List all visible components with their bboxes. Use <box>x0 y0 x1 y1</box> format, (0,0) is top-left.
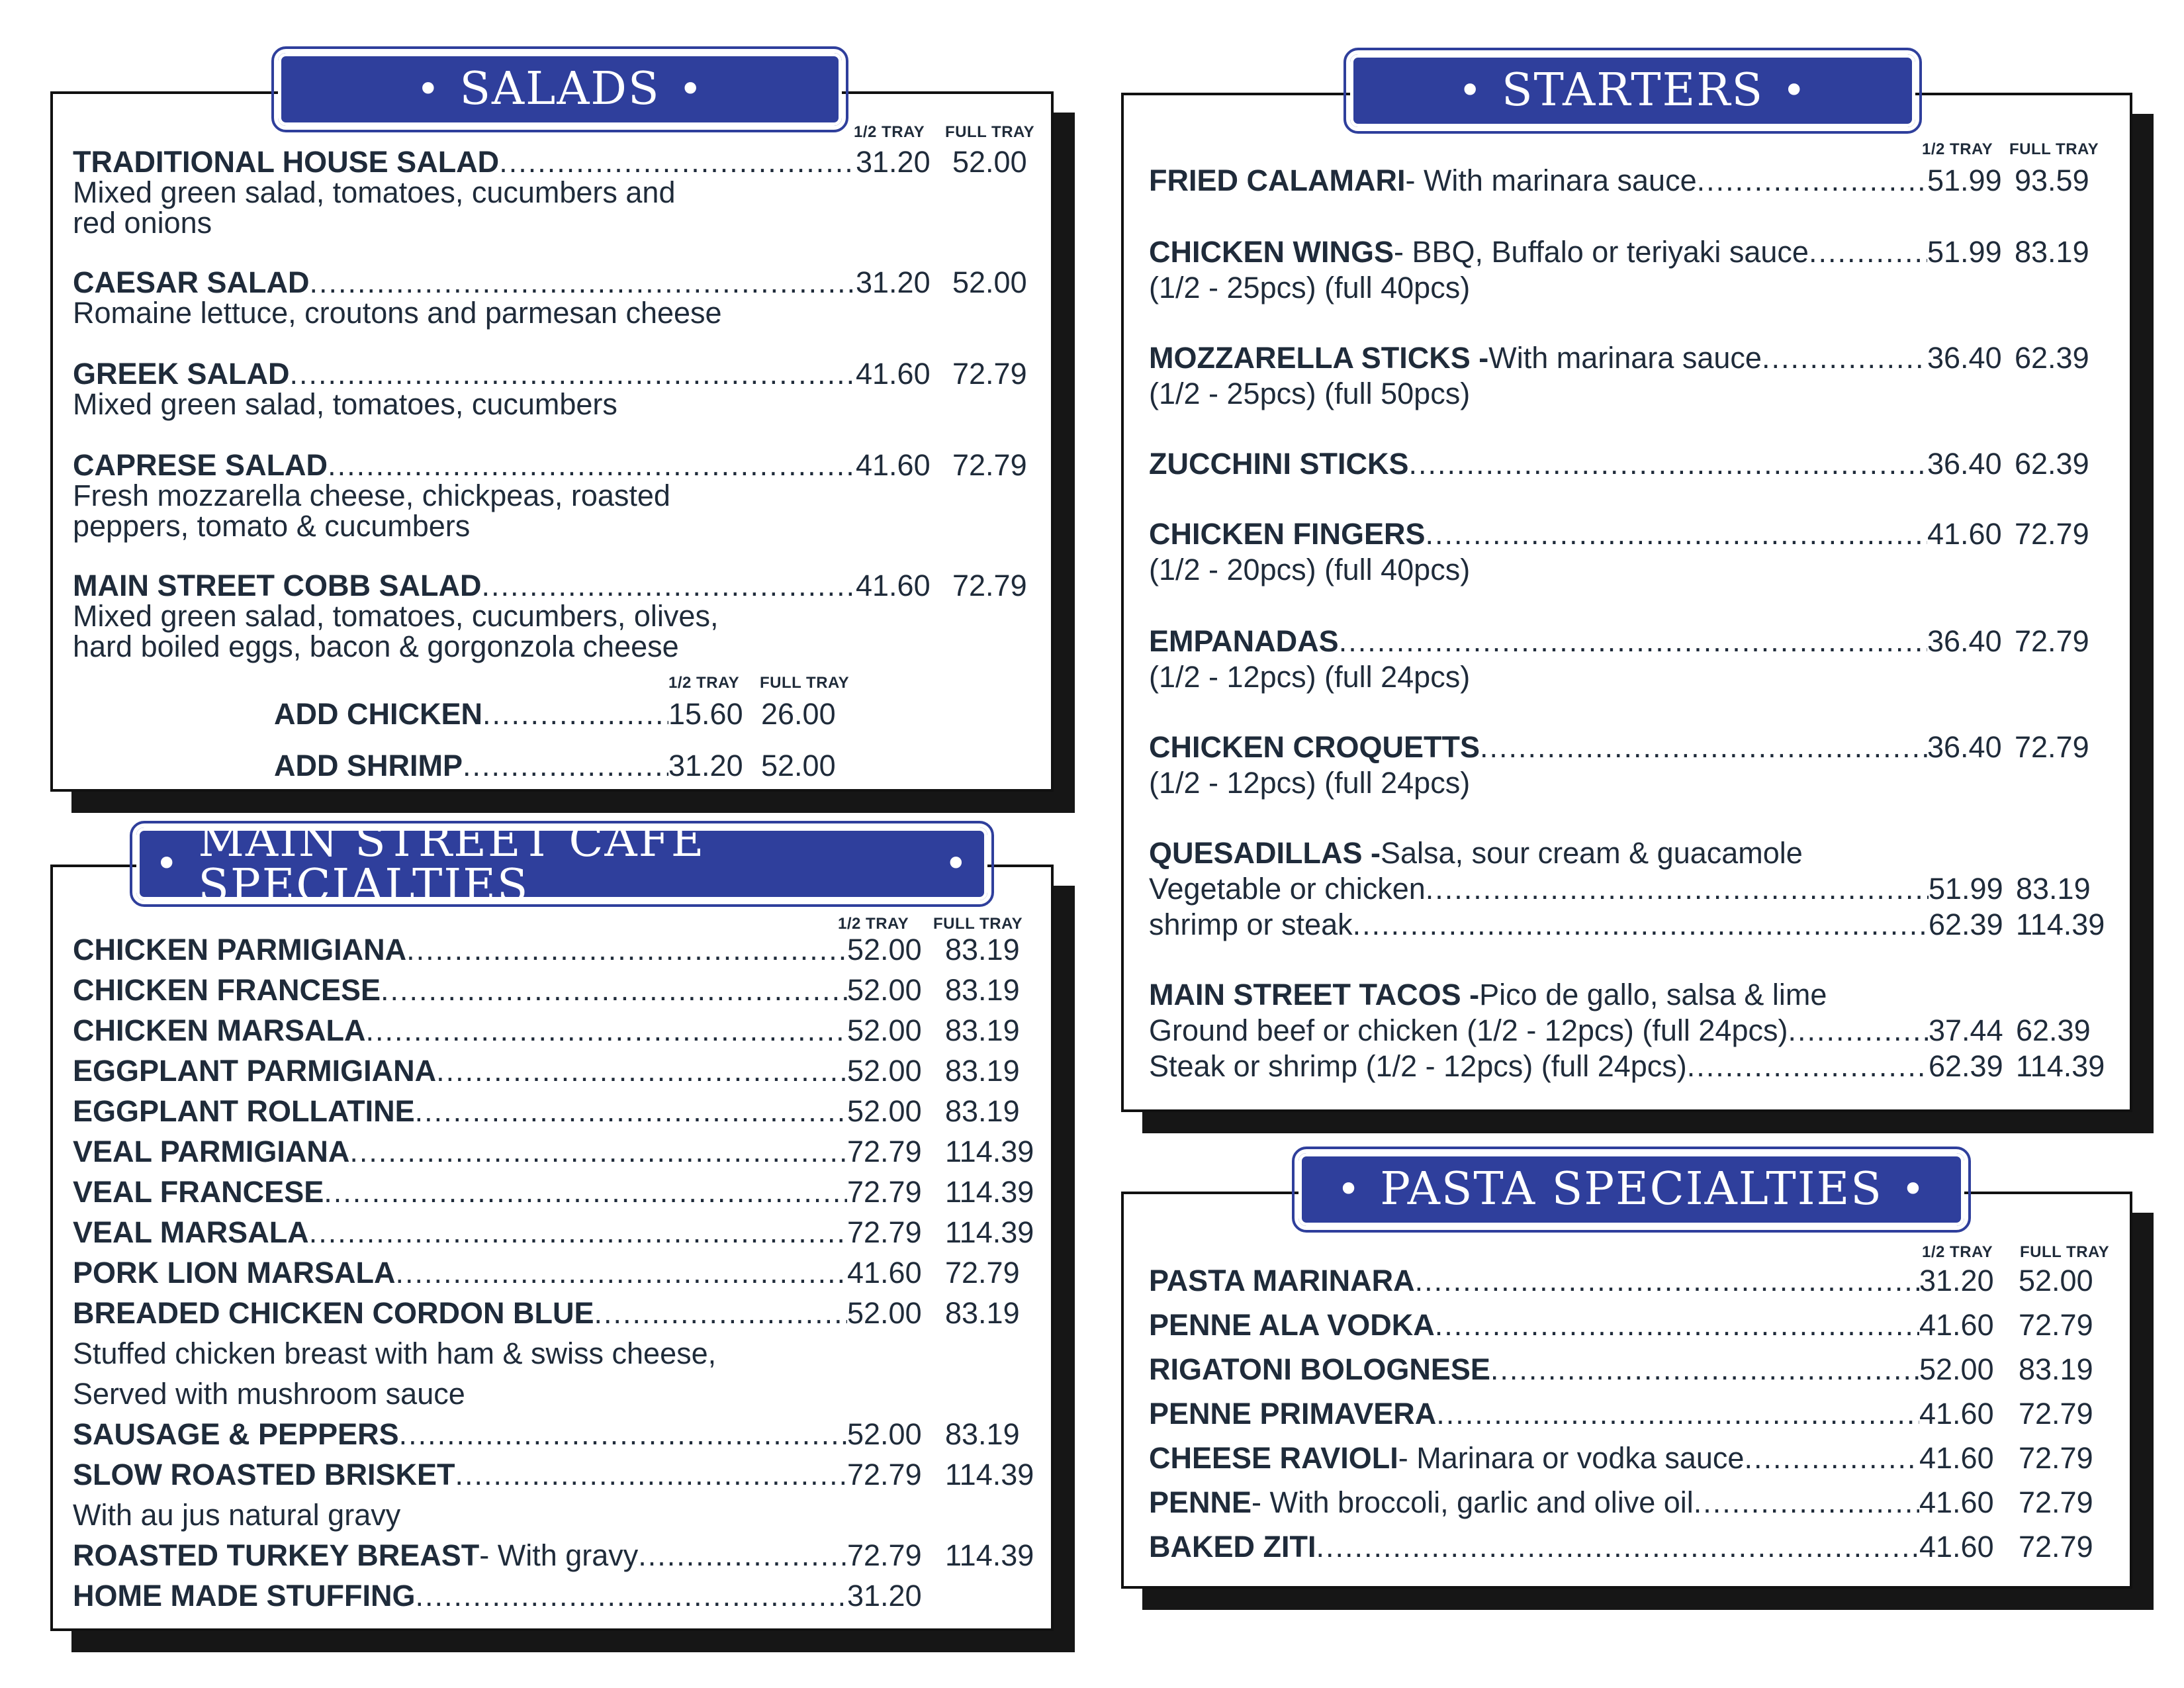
full-tray-price: 72.79 <box>945 1256 1020 1289</box>
item-portion: (1/2 - 12pcs) (full 24pcs) <box>1149 660 1471 694</box>
full-tray-header: FULL TRAY <box>2020 1243 2110 1261</box>
item-name: VEAL PARMIGIANA <box>73 1135 350 1168</box>
starters-banner <box>1350 54 1915 127</box>
full-tray-price: 72.79 <box>952 569 1027 602</box>
full-tray-price: 83.19 <box>945 1296 1020 1330</box>
item-label: Vegetable or chicken <box>1149 872 1426 906</box>
item-name: EGGPLANT PARMIGIANA <box>73 1054 437 1088</box>
dot-leader <box>1353 908 1929 941</box>
specialty-item <box>73 1216 1039 1249</box>
item-description: Romaine lettuce, croutons and parmesan cheese <box>73 296 722 330</box>
dot-leader <box>1436 1397 1919 1430</box>
item-name: HOME MADE STUFFING <box>73 1579 416 1613</box>
item-name: ADD CHICKEN <box>274 697 482 731</box>
item-name: BAKED ZITI <box>1149 1530 1316 1564</box>
full-tray-price: 114.39 <box>945 1538 1034 1572</box>
half-tray-header: 1/2 TRAY <box>1922 1243 1993 1261</box>
item-name: EGGPLANT ROLLATINE <box>73 1094 415 1128</box>
item-description: Mixed green salad, tomatoes, cucumbers and <box>73 175 676 209</box>
item-name: PENNE <box>1149 1485 1252 1519</box>
bullet-icon: • <box>1336 1166 1362 1213</box>
full-tray-price: 114.39 <box>2016 1049 2105 1083</box>
pasta-item <box>1149 1397 2102 1430</box>
half-tray-price: 31.20 <box>856 265 931 299</box>
dot-leader <box>436 1055 847 1088</box>
specialty-item <box>73 1256 1039 1289</box>
starter-item <box>1149 837 1803 870</box>
item-name: CHICKEN FRANCESE <box>73 973 381 1007</box>
dot-leader <box>1809 236 1927 269</box>
dot-leader <box>1409 447 1928 481</box>
half-tray-price: 52.00 <box>847 1094 922 1128</box>
option-row <box>1149 1050 2106 1083</box>
item-name: CHICKEN WINGS <box>1149 235 1394 269</box>
bullet-icon: • <box>155 841 180 887</box>
dot-leader <box>1480 731 1927 764</box>
item-label: Ground beef or chicken (1/2 - 12pcs) (full 24pcs) <box>1149 1013 1788 1047</box>
full-tray-price: 114.39 <box>945 1215 1034 1249</box>
bullet-icon: • <box>944 841 969 887</box>
specialty-item <box>73 1539 1039 1572</box>
pasta-item <box>1149 1442 2102 1475</box>
item-name: EMPANADAS <box>1149 624 1339 658</box>
item-note: - With broccoli, garlic and olive oil <box>1251 1485 1694 1519</box>
specialty-item <box>73 1297 1039 1330</box>
half-tray-price: 36.40 <box>1927 447 2002 481</box>
starter-item <box>1149 518 2089 551</box>
item-name: MAIN STREET TACOS - <box>1149 978 1480 1011</box>
dot-leader <box>415 1579 847 1613</box>
bullet-icon: • <box>678 66 704 113</box>
half-tray-price: 41.60 <box>1919 1485 1994 1519</box>
starters-title: STARTERS <box>1501 64 1764 117</box>
half-tray-header: 1/2 TRAY <box>838 915 909 933</box>
full-tray-price: 83.19 <box>945 1013 1020 1047</box>
dot-leader <box>1426 518 1927 551</box>
half-tray-header: 1/2 TRAY <box>668 674 740 692</box>
dot-leader <box>638 1539 847 1572</box>
item-label: shrimp or steak <box>1149 908 1353 941</box>
half-tray-price: 31.20 <box>668 749 743 782</box>
item-note: - Marinara or vodka sauce <box>1398 1441 1745 1475</box>
full-tray-price: 72.79 <box>952 448 1027 482</box>
half-tray-price: 36.40 <box>1927 341 2002 375</box>
full-tray-price: 83.19 <box>945 973 1020 1007</box>
item-note: - With marinara sauce <box>1405 164 1697 197</box>
specialties-banner <box>136 815 987 912</box>
specialty-item <box>73 1458 1039 1491</box>
item-name: PORK LION MARSALA <box>73 1256 396 1289</box>
item-name: CHICKEN FINGERS <box>1149 517 1426 551</box>
salad-item <box>73 569 1036 602</box>
full-tray-price: 62.39 <box>2016 1013 2091 1047</box>
item-name: QUESADILLAS - <box>1149 836 1381 870</box>
item-name: ZUCCHINI STICKS <box>1149 447 1409 481</box>
item-name: ADD SHRIMP <box>274 749 463 782</box>
full-tray-price: 83.19 <box>945 1094 1020 1128</box>
dot-leader <box>1687 1050 1929 1083</box>
salads-banner <box>278 53 842 126</box>
full-tray-price: 83.19 <box>945 1417 1020 1451</box>
full-tray-price: 72.79 <box>2019 1530 2093 1564</box>
dot-leader <box>381 974 847 1007</box>
half-tray-price: 41.60 <box>1919 1530 1994 1564</box>
half-tray-price: 41.60 <box>1927 517 2002 551</box>
half-tray-price: 52.00 <box>847 1013 922 1047</box>
starter-item <box>1149 342 2089 375</box>
full-tray-price: 52.00 <box>952 265 1027 299</box>
item-name: RIGATONI BOLOGNESE <box>1149 1352 1490 1386</box>
full-tray-price: 83.19 <box>945 933 1020 966</box>
full-tray-price: 114.39 <box>945 1175 1034 1209</box>
full-tray-price: 83.19 <box>2016 872 2091 906</box>
item-portion: (1/2 - 20pcs) (full 40pcs) <box>1149 553 1471 586</box>
item-description: Mixed green salad, tomatoes, cucumbers <box>73 387 617 421</box>
full-tray-price: 114.39 <box>2016 908 2105 941</box>
dot-leader <box>594 1297 847 1330</box>
half-tray-price: 62.39 <box>1929 1049 2003 1083</box>
specialty-item <box>73 1095 1039 1128</box>
item-name: GREEK SALAD <box>73 357 290 391</box>
item-description: Stuffed chicken breast with ham & swiss cheese, <box>73 1336 717 1370</box>
half-tray-price: 37.44 <box>1929 1013 2003 1047</box>
dot-leader <box>1415 1264 1919 1297</box>
half-tray-price: 41.60 <box>1919 1397 1994 1430</box>
item-description: With au jus natural gravy <box>73 1498 401 1532</box>
item-description: red onions <box>73 206 212 240</box>
full-tray-price: 72.79 <box>2019 1308 2093 1342</box>
item-name: CAESAR SALAD <box>73 265 310 299</box>
option-row <box>1149 872 2106 906</box>
starter-item <box>1149 978 1827 1011</box>
dot-leader <box>290 357 856 391</box>
full-tray-header: FULL TRAY <box>945 123 1035 141</box>
dot-leader <box>1762 342 1927 375</box>
dot-leader <box>455 1458 847 1491</box>
half-tray-header: 1/2 TRAY <box>854 123 925 141</box>
full-tray-price: 72.79 <box>2015 517 2089 551</box>
dot-leader <box>1744 1442 1919 1475</box>
specialty-item <box>73 933 1039 966</box>
item-name: PASTA MARINARA <box>1149 1264 1415 1297</box>
dot-leader <box>399 1418 847 1451</box>
addon-item <box>274 698 843 731</box>
item-name: PENNE ALA VODKA <box>1149 1308 1435 1342</box>
option-row <box>1149 908 2106 941</box>
salad-item <box>73 449 1036 482</box>
full-tray-price: 83.19 <box>945 1054 1020 1088</box>
salad-item <box>73 357 1036 391</box>
salad-item <box>73 266 1036 299</box>
half-tray-price: 51.99 <box>1929 872 2003 906</box>
dot-leader <box>1435 1309 1919 1342</box>
full-tray-price: 93.59 <box>2015 164 2089 197</box>
item-name: VEAL FRANCESE <box>73 1175 324 1209</box>
full-tray-price: 52.00 <box>761 749 836 782</box>
dot-leader <box>406 933 847 966</box>
dot-leader <box>366 1014 848 1047</box>
dot-leader <box>349 1135 847 1168</box>
item-name: SLOW ROASTED BRISKET <box>73 1458 455 1491</box>
salad-item <box>73 146 1036 179</box>
pasta-banner <box>1298 1153 1964 1226</box>
dot-leader <box>1697 164 1927 197</box>
half-tray-price: 51.99 <box>1927 235 2002 269</box>
full-tray-header: FULL TRAY <box>760 674 850 692</box>
full-tray-header: FULL TRAY <box>2009 140 2099 158</box>
full-tray-price: 52.00 <box>2019 1264 2093 1297</box>
full-tray-price: 83.19 <box>2019 1352 2093 1386</box>
half-tray-price: 41.60 <box>1919 1308 1994 1342</box>
item-name: PENNE PRIMAVERA <box>1149 1397 1437 1430</box>
item-portion: (1/2 - 25pcs) (full 50pcs) <box>1149 377 1471 410</box>
half-tray-price: 41.60 <box>856 357 931 391</box>
dot-leader <box>1316 1530 1920 1564</box>
pasta-title: PASTA SPECIALTIES <box>1380 1163 1883 1215</box>
full-tray-price: 72.79 <box>2015 730 2089 764</box>
full-tray-price: 72.79 <box>952 357 1027 391</box>
item-name: MAIN STREET COBB SALAD <box>73 569 482 602</box>
specialty-item <box>73 1579 1039 1613</box>
item-note: With marinara sauce <box>1488 341 1762 375</box>
full-tray-price: 72.79 <box>2015 624 2089 658</box>
half-tray-price: 31.20 <box>847 1579 922 1613</box>
full-tray-price: 72.79 <box>2019 1485 2093 1519</box>
half-tray-price: 41.60 <box>856 448 931 482</box>
full-tray-price: 114.39 <box>945 1458 1034 1491</box>
item-name: MOZZARELLA STICKS - <box>1149 341 1489 375</box>
starter-item <box>1149 447 2089 481</box>
dot-leader <box>482 569 856 602</box>
specialty-item <box>73 1418 1039 1451</box>
item-name: TRADITIONAL HOUSE SALAD <box>73 145 500 179</box>
half-tray-price: 52.00 <box>847 1054 922 1088</box>
full-tray-price: 72.79 <box>2019 1397 2093 1430</box>
item-note: - With gravy <box>479 1538 639 1572</box>
pasta-item <box>1149 1353 2102 1386</box>
half-tray-price: 72.79 <box>847 1538 922 1572</box>
option-row <box>1149 1014 2106 1047</box>
item-name: SAUSAGE & PEPPERS <box>73 1417 399 1451</box>
half-tray-price: 72.79 <box>847 1458 922 1491</box>
item-note: Pico de gallo, salsa & lime <box>1479 978 1827 1011</box>
half-tray-price: 15.60 <box>668 697 743 731</box>
specialty-item <box>73 1135 1039 1168</box>
half-tray-price: 72.79 <box>847 1175 922 1209</box>
half-tray-price: 62.39 <box>1929 908 2003 941</box>
pasta-item <box>1149 1264 2102 1297</box>
half-tray-price: 52.00 <box>847 1417 922 1451</box>
bullet-icon: • <box>1458 68 1483 114</box>
item-description: peppers, tomato & cucumbers <box>73 509 471 543</box>
starter-item <box>1149 236 2089 269</box>
specialty-item <box>73 1014 1039 1047</box>
full-tray-header: FULL TRAY <box>933 915 1023 933</box>
dot-leader <box>310 266 856 299</box>
item-note: Salsa, sour cream & guacamole <box>1381 836 1803 870</box>
half-tray-price: 72.79 <box>847 1215 922 1249</box>
dot-leader <box>396 1256 848 1289</box>
half-tray-header: 1/2 TRAY <box>1922 140 1993 158</box>
bullet-icon: • <box>1782 68 1807 114</box>
item-note: - BBQ, Buffalo or teriyaki sauce <box>1394 235 1809 269</box>
half-tray-price: 52.00 <box>847 933 922 966</box>
item-name: CHEESE RAVIOLI <box>1149 1441 1398 1475</box>
pasta-item <box>1149 1309 2102 1342</box>
full-tray-price: 62.39 <box>2015 341 2089 375</box>
item-name: CHICKEN PARMIGIANA <box>73 933 407 966</box>
half-tray-price: 36.40 <box>1927 624 2002 658</box>
item-label: Steak or shrimp (1/2 - 12pcs) (full 24pcs) <box>1149 1049 1687 1083</box>
item-portion: (1/2 - 25pcs) (full 40pcs) <box>1149 271 1471 305</box>
half-tray-price: 41.60 <box>856 569 931 602</box>
salads-title: SALADS <box>459 63 660 115</box>
dot-leader <box>1490 1353 1919 1386</box>
starter-item <box>1149 625 2089 658</box>
half-tray-price: 51.99 <box>1927 164 2002 197</box>
dot-leader <box>1694 1486 1919 1519</box>
half-tray-price: 72.79 <box>847 1135 922 1168</box>
full-tray-price: 62.39 <box>2015 447 2089 481</box>
item-name: CHICKEN CROQUETTS <box>1149 730 1480 764</box>
dot-leader <box>309 1216 847 1249</box>
half-tray-price: 41.60 <box>847 1256 922 1289</box>
full-tray-price: 52.00 <box>952 145 1027 179</box>
half-tray-price: 52.00 <box>847 1296 922 1330</box>
half-tray-price: 31.20 <box>1919 1264 1994 1297</box>
item-description: hard boiled eggs, bacon & gorgonzola cheese <box>73 630 679 663</box>
addon-item <box>274 749 843 782</box>
full-tray-price: 83.19 <box>2015 235 2089 269</box>
dot-leader <box>463 749 668 782</box>
pasta-item <box>1149 1530 2102 1564</box>
dot-leader <box>482 698 668 731</box>
item-name: BREADED CHICKEN CORDON BLUE <box>73 1296 594 1330</box>
item-name: VEAL MARSALA <box>73 1215 309 1249</box>
half-tray-price: 31.20 <box>856 145 931 179</box>
dot-leader <box>415 1095 847 1128</box>
item-description: Served with mushroom sauce <box>73 1377 465 1411</box>
half-tray-price: 52.00 <box>847 973 922 1007</box>
item-name: CAPRESE SALAD <box>73 448 328 482</box>
specialty-item <box>73 974 1039 1007</box>
item-description: Fresh mozzarella cheese, chickpeas, roasted <box>73 479 670 512</box>
dot-leader <box>499 146 856 179</box>
dot-leader <box>324 1176 847 1209</box>
full-tray-price: 114.39 <box>945 1135 1034 1168</box>
item-name: CHICKEN MARSALA <box>73 1013 366 1047</box>
half-tray-price: 52.00 <box>1919 1352 1994 1386</box>
pasta-item <box>1149 1486 2102 1519</box>
bullet-icon: • <box>1901 1166 1927 1213</box>
bullet-icon: • <box>416 66 441 113</box>
dot-leader <box>1788 1014 1929 1047</box>
item-description: Mixed green salad, tomatoes, cucumbers, olives, <box>73 599 719 633</box>
half-tray-price: 41.60 <box>1919 1441 1994 1475</box>
full-tray-price: 26.00 <box>761 697 836 731</box>
full-tray-price: 72.79 <box>2019 1441 2093 1475</box>
specialty-item <box>73 1055 1039 1088</box>
item-portion: (1/2 - 12pcs) (full 24pcs) <box>1149 766 1471 800</box>
specialties-title: MAIN STREET CAFE SPECIALTIES <box>198 815 705 912</box>
item-name: ROASTED TURKEY BREAST <box>73 1538 480 1572</box>
dot-leader <box>1339 625 1927 658</box>
dot-leader <box>1426 872 1929 906</box>
dot-leader <box>328 449 856 482</box>
specialty-item <box>73 1176 1039 1209</box>
starter-item <box>1149 164 2089 197</box>
item-name: FRIED CALAMARI <box>1149 164 1406 197</box>
starter-item <box>1149 731 2089 764</box>
half-tray-price: 36.40 <box>1927 730 2002 764</box>
